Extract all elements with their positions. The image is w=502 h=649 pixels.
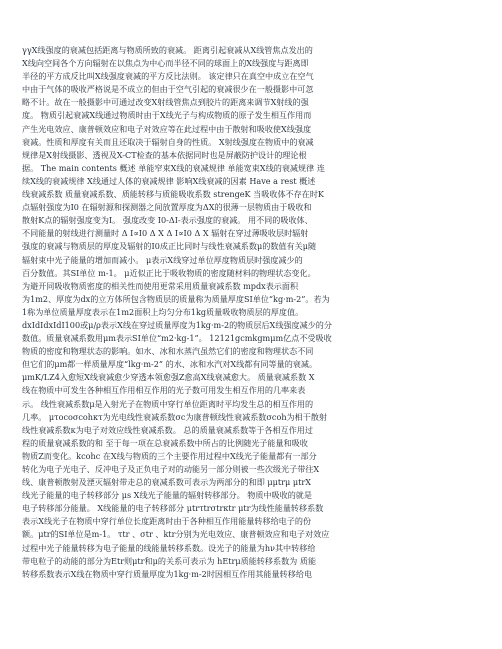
text-line: 据。 The main contents 概述 单能窄束X线的衰减规律 单能宽束X线的衰减规律 连 [22, 162, 325, 173]
text-line: 辐射束中光子能量的增加而减小。 μ表示X线穿过单位厚度物质层时强度减少的 [22, 254, 303, 265]
text-line: 带电粒子的动能的部分为Etr则μtr和μ的关系可表示为 hEtrμ质能转移系数为 质能 [22, 555, 317, 566]
text-line: 强度的衰减与物质层的厚度及辐射的I0成正比同时与线性衰减系数μ的数值有关μ随 [22, 241, 317, 252]
text-line: 产生光电效应、康普顿效应和电子对效应等在此过程中由于散射和吸收使X线强度 [22, 123, 312, 134]
text-line: 不同能量的射线进行测量时 Δ I∝I0 Δ X Δ I∝I0 Δ X 辐射在穿过薄吸收层时辐射 [22, 228, 309, 239]
text-line: 1称为单位质量厚度表示在1m2面积上均匀分布1kg质量吸收物质层的厚度值。 [22, 306, 304, 317]
text-line: 线在物质中可发生各种相互作用相互作用的光子数可用发生相互作用的几率来表 [22, 385, 306, 396]
text-line: 物质的密度和物理状态的影响。如水、冰和水蒸汽虽然它们的密度和物理状态不同 [22, 346, 314, 357]
text-line: 略不计。故在一般摄影中可通过改变X射线管焦点到胶片的距离来调节X射线的强 [22, 97, 309, 108]
text-line: 示。 线性衰减系数μ是入射光子在物质中穿行单位距离时平均发生总的相互作用的 [22, 398, 314, 409]
text-line: 电子转移部分能量。 X线能量的电子转移部分 μtrτtrσtrκtr μtr为线性能量转移系数 [22, 503, 324, 514]
text-line: 几率。 μτocoσcohκτ为光电线性衰减系数σc为康普顿线性衰减系数σcoh为相干散射 [22, 411, 328, 422]
text-line: 续X线的衰减规律 X线通过人体的衰减规律 影响X线衰减的因素 Have a rest 概述 [22, 175, 316, 186]
text-line: 转化为电子光电子、反冲电子及正负电子对的动能另一部分则被一些次级光子带往X [22, 464, 320, 474]
text-line: 程的质量衰减系数的和 至于每一项在总衰减系数中所占的比例随光子能量和吸收 [22, 437, 308, 448]
text-line: μmK/LZ4入愈短X线衰减愈少穿透本领愈强Z愈高X线衰减愈大。 质量衰减系数 X [22, 372, 315, 383]
text-line: 物质Z而变化。kcohc 在X线与物质的三个主要作用过程中X线光子能量都有一部分 [22, 450, 317, 461]
text-line: 额。μtr的SI单位是m-1。 τtr 、σtr 、ktr分别为光电效应、康普顿效应和电子对效应 [22, 529, 330, 540]
text-line: 但它们的μm都一样质量厚度“lkg·m-2” 的水、冰和水汽对X线都有同等量的衰减。 [22, 359, 318, 370]
text-line: 点辐射强度为I0 在辐射源和探测器之间放置厚度为ΔX的很薄一层物质由于吸收和 [22, 202, 312, 213]
text-line: 线、康普顿散射及湮灭辐射带走总的衰减系数可表示为两部分的和即 μμtrμ μtrX [22, 477, 312, 488]
text-line: 为1m2、厚度为dx的立方体所包含物质层的质量称为质量厚度SI单位“kg·m-2”。若为 [22, 293, 330, 304]
text-line: 数值。质量衰减系数用μm表示SI单位“m2·kg-1”。 12121gcmkgmμm亿点不受吸收 [22, 333, 332, 344]
text-line: 中由于气体的吸收严格说是不成立的但由于空气引起的衰减很少在一般摄影中可忽 [22, 84, 314, 95]
text-line: X线向空间各个方向辐射在以焦点为中心而半径不同的球面上的X线强度与距离即 [22, 58, 309, 69]
text-line: dxIdIdxIdI100或μ/ρ表示X线在穿过质量厚度为1kg·m-2的物质层后X线强度减少的分 [22, 319, 332, 330]
text-line: 散射K点的辐射强度变为I。 强度改变 I0-ΔI-表示强度的衰减。 用不同的吸收体、 [22, 215, 313, 226]
text-line: 规律是X射线摄影、透视及X-CT检查的基本依据同时也是屏蔽防护设计的理论根 [22, 149, 307, 160]
text-line: 半径的平方成反比叫X线强度衰减的平方反比法则。 该定律只在真空中成立在空气 [22, 71, 314, 82]
text-line: 过程中光子能量转移为电子能量的线能量转移系数。设光子的能量为hν其中转移给 [22, 542, 316, 553]
text-line: 转移系数表示X线在物质中穿行质量厚度为1kg·m-2时因相互作用其能量转移给电 [22, 568, 313, 579]
text-line: 线性衰减系数κ为电子对效应线性衰减系数。 总的质量衰减系数等于各相互作用过 [22, 424, 313, 435]
text-line: γγX线强度的衰减包括距离与物质所致的衰减。 距离引起衰减从X线管焦点发出的 [22, 45, 313, 55]
text-line: 为避开同吸收物质密度的相关性而使用更常采用质量衰减系数 mpdx表示面积 [22, 280, 299, 291]
text-line: 百分数值。其SI单位 m-1。 μ近似正比于吸收物质的密度随材料的物理状态变化。 [22, 267, 316, 278]
text-line: 线衰减系数 质量衰减系数、质能转移与质能吸收系数 strengeK 当吸收体不存在时K [22, 189, 324, 200]
text-line: 衰减。性质和厚度有关而且还取决于辐射自身的性质。 X射线强度在物质中的衰减 [22, 136, 314, 147]
text-line: 线光子能量的电子转移部分 μs X线光子能量的辐射转移部分。 物质中吸收的就是 [22, 490, 312, 501]
text-line: 度。 物质引起衰减X线通过物质时由于X线光子与构成物质的原子发生相互作用而 [22, 110, 312, 121]
text-line: 表示X线光子在物质中穿行单位长度距离时由于各种相互作用能量转移给电子的份 [22, 516, 312, 527]
